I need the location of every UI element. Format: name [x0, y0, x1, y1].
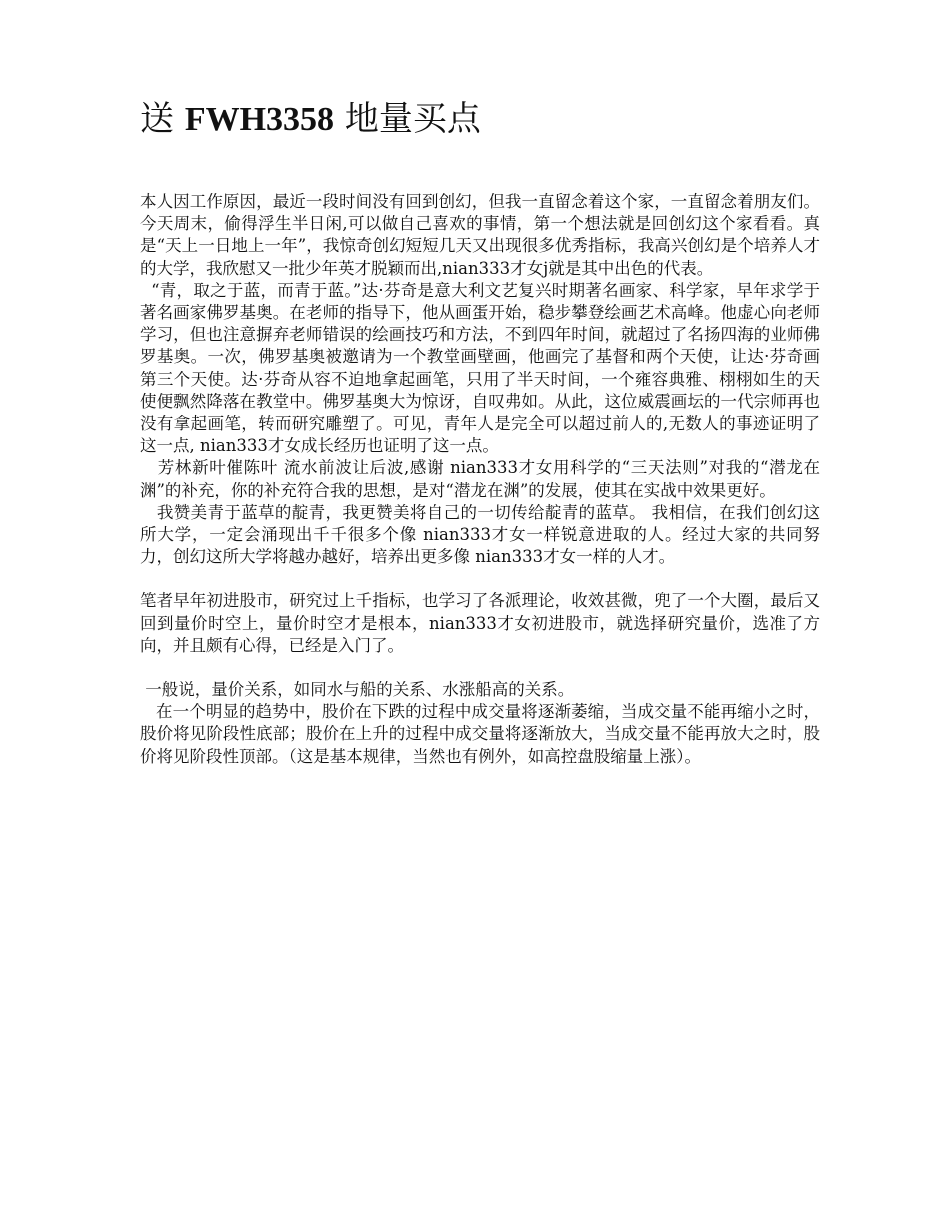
title-suffix: 地量买点 [334, 99, 481, 139]
paragraph-author: 笔者早年初进股市，研究过上千指标，也学习了各派理论，收效甚微，兜了一个大圈，最后又回到量价时空上，量价时空才是根本，nian333才女初进股市，就选择研究量价，选准了方向，并且颇有心得，已经是入门了。 [140, 591, 820, 655]
document-title [140, 96, 820, 143]
title-prefix: 送 [140, 99, 185, 139]
title-code: FWH3358 [184, 101, 335, 138]
paragraph-qing: “青，取之于蓝，而青于蓝。”达·芬奇是意大利文艺复兴时期著名画家、科学家，早年求学于著名画家佛罗基奥。在老师的指导下，他从画蛋开始，稳步攀登绘画艺术高峰。他虚心向老师学习，但也注意摒弃老师错误的绘画技巧和方法，不到四年时间，就超过了名扬四海的业师佛罗基奥。一次，佛罗基奥被邀请为一个教堂画壁画，他画完了基督和两个天使，让达·芬奇画第三个天使。达·芬奇从容不迫地拿起画笔，只用了半天时间，一个雍容典雅、栩栩如生的天使便飘然降落在教堂中。佛罗基奥大为惊讶，自叹弗如。从此，这位威震画坛的一代宗师再也没有拿起画笔，转而研究雕塑了。可见，青年人是完全可以超过前人的,无数人的事迹证明了这一点, nian333才女成长经历也证明了这一点。 [140, 280, 820, 456]
paragraph-praise: 我赞美青于蓝草的靛青，我更赞美将自己的一切传给靛青的蓝草。 我相信，在我们创幻这所大学，一定会涌现出千千很多个像 nian333才女一样锐意进取的人。经过大家的共同努力，创幻这所大学将越办越好，培养出更多像 nian333才女一样的人才。 [140, 502, 820, 567]
paragraph-gap [140, 568, 820, 590]
paragraph-fanglin: 芳林新叶催陈叶 流水前波让后波,感谢 nian333才女用科学的“三天法则”对我的“潜龙在渊”的补充，你的补充符合我的思想，是对“潜龙在渊”的发展，使其在实战中效果更好。 [140, 458, 820, 500]
document-page [140, 96, 820, 768]
paragraph-gap [140, 657, 820, 679]
paragraph-volume-price: 一般说，量价关系，如同水与船的关系、水涨船高的关系。 [140, 680, 575, 700]
paragraph-trend: 在一个明显的趋势中，股价在下跌的过程中成交量将逐渐萎缩，当成交量不能再缩小之时，股价将见阶段性底部；股价在上升的过程中成交量将逐渐放大，当成交量不能再放大之时，股价将见阶段性顶部。（这是基本规律，当然也有例外，如高控盘股缩量上涨）。 [140, 702, 820, 766]
paragraph-intro: 本人因工作原因，最近一段时间没有回到创幻，但我一直留念着这个家，一直留念着朋友们。今天周末，偷得浮生半日闲,可以做自己喜欢的事情，第一个想法就是回创幻这个家看看。真是“天上一日地上一年”，我惊奇创幻短短几天又出现很多优秀指标，我高兴创幻是个培养人才的大学，我欣慰又一批少年英才脱颖而出,nian333才女j就是其中出色的代表。 [140, 192, 820, 278]
